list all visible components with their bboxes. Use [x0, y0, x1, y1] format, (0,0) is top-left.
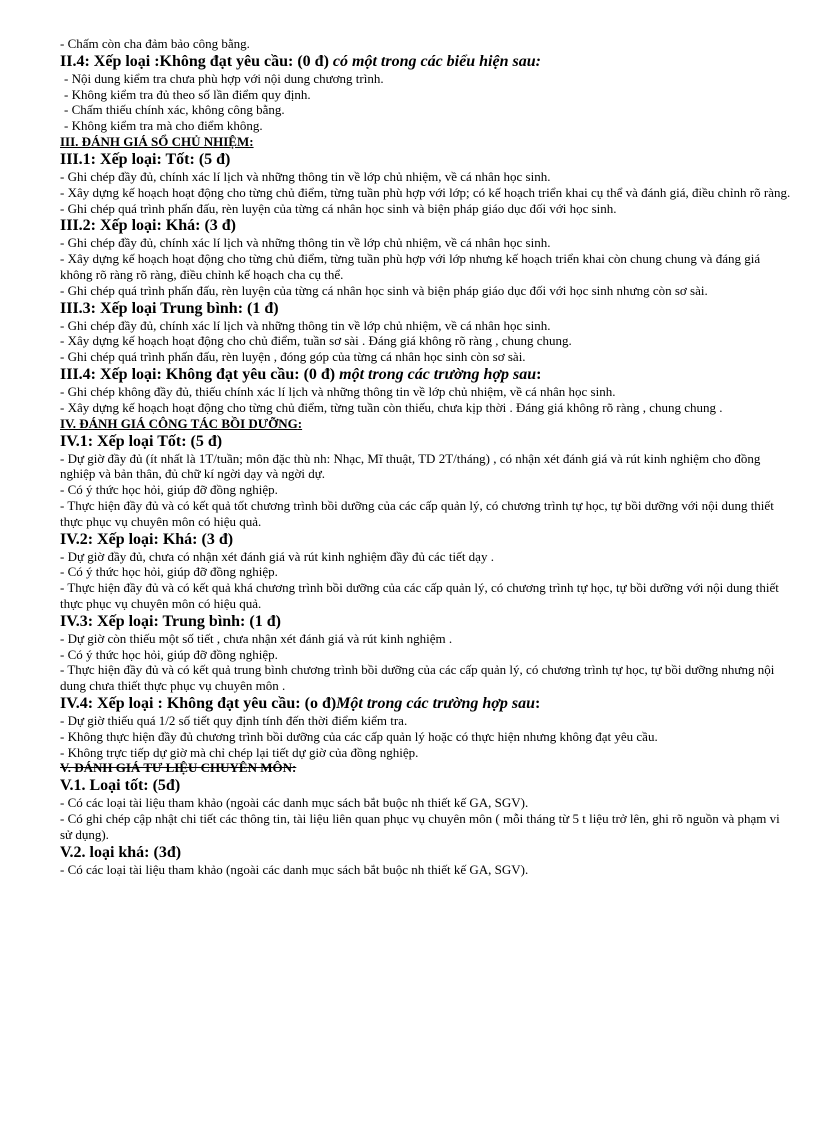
list-item: - Không trực tiếp dự giờ mà chỉ chép lại tiết dự giờ của đồng nghiệp.: [60, 744, 419, 760]
list-item: - Thực hiện đầy đủ và có kết quả trung bình chương trình bồi dưỡng của các cấp quản lý, có chương trình tự học, tự bồi dưỡng nhưng nội dung chưa thiết thực phục vụ chuyên môn .: [60, 662, 775, 694]
list-item: - Dự giờ đầy đủ, chưa có nhận xét đánh giá và rút kinh nghiệm đầy đủ các tiết dạy .: [60, 548, 494, 564]
heading-tail: :: [536, 365, 542, 383]
list-item: - Ghi chép không đầy đủ, thiếu chính xác lí lịch và những thông tin về lớp chủ nhiệm, về cá nhân học sinh.: [60, 383, 616, 399]
section-title-iii: III. ĐÁNH GIÁ SỔ CHỦ NHIỆM:: [60, 133, 254, 149]
section-title-v: V. ĐÁNH GIÁ TƯ LIỆU CHUYÊN MÔN:: [60, 760, 297, 776]
heading-iv-3: IV.3: Xếp loại: Trung bình: (1 đ): [60, 612, 281, 630]
list-item: - Không thực hiện đầy đủ chương trình bồi dưỡng của các cấp quản lý hoặc có thực hiện nhưng không đạt yêu cầu.: [60, 728, 658, 744]
list-item: - Ghi chép đầy đủ, chính xác lí lịch và những thông tin về lớp chủ nhiệm, về cá nhân học sinh.: [60, 235, 551, 251]
list-item: - Ghi chép quá trình phấn đấu, rèn luyện của từng cá nhân học sinh và biện pháp giáo dục đối với học sinh nhưng còn sơ sài.: [60, 282, 708, 298]
list-item: - Thực hiện đầy đủ và có kết quả tốt chương trình bồi dưỡng của các cấp quản lý, có chương trình tự học, tự bồi dưỡng với nội dung thiết thực phục vụ chuyên môn có hiệu quả.: [60, 497, 774, 529]
heading-italic: một trong các trường hợp sau: [339, 365, 537, 383]
list-item: - Có ý thức học hỏi, giúp đỡ đồng nghiệp.: [60, 564, 278, 580]
document-page: [60, 36, 794, 877]
heading-ii-4: [60, 52, 794, 71]
list-item: - Xây dựng kế hoạch hoạt động cho từng chủ điểm, từng tuần còn thiếu, chưa kịp thời . Đáng giá không rõ ràng , chung chung .: [60, 399, 723, 415]
heading-label: II.4: Xếp loại :Không đạt yêu cầu: (0 đ): [60, 52, 333, 70]
section-title-text: IV. ĐÁNH GIÁ CÔNG TÁC BỒI DƯỠNG: [60, 415, 298, 431]
list-item: - Thực hiện đầy đủ và có kết quả khá chương trình bồi dưỡng của các cấp quản lý, có chương trình tự học, tự bồi dưỡng với nội dung thiết thực phục vụ chuyên môn có hiệu quả.: [60, 580, 779, 611]
list-item: - Dự giờ đầy đủ (ít nhất là 1T/tuần; môn đặc thù nh: Nhạc, Mĩ thuật, TD 2T/tháng) , có nhận xét đánh giá và rút kinh nghiệm cho đồng nghiệp và bản thân, đủ chữ kí ngời dạy và ngời dự.: [60, 450, 761, 482]
heading-iii-1: III.1: Xếp loại: Tốt: (5 đ): [60, 150, 231, 168]
list-item: - Có các loại tài liệu tham khảo (ngoài các danh mục sách bắt buộc nh thiết kế GA, SGV).: [60, 861, 529, 877]
list-item: - Chấm thiếu chính xác, không công bằng.: [64, 102, 285, 118]
list-item: - Dự giờ còn thiếu một số tiết , chưa nhận xét đánh giá và rút kinh nghiệm .: [60, 630, 453, 646]
list-item: - Dự giờ thiếu quá 1/2 số tiết quy định tính đến thời điểm kiểm tra.: [60, 712, 408, 728]
heading-iii-2: III.2: Xếp loại: Khá: (3 đ): [60, 217, 237, 235]
list-item: - Ghi chép đầy đủ, chính xác lí lịch và những thông tin về lớp chủ nhiệm, về cá nhân học sinh.: [60, 168, 551, 184]
list-item: - Ghi chép quá trình phấn đấu, rèn luyện , đóng góp của từng cá nhân học sinh còn sơ sài.: [60, 349, 526, 365]
list-item: - Có các loại tài liệu tham khảo (ngoài các danh mục sách bắt buộc nh thiết kế GA, SGV).: [60, 795, 529, 811]
list-item: - Có ý thức học hỏi, giúp đỡ đồng nghiệp.: [60, 482, 278, 498]
heading-label: IV.4: Xếp loại : Không đạt yêu cầu: (o đ): [60, 694, 337, 712]
heading-v-1: [60, 776, 794, 795]
heading-iv-4: [60, 694, 794, 713]
list-item: - Ghi chép quá trình phấn đấu, rèn luyện của từng cá nhân học sinh và biện pháp giáo dục đối với học sinh.: [60, 200, 617, 216]
list-item: - Nội dung kiểm tra chưa phù hợp với nội dung chương trình.: [64, 70, 384, 86]
heading-label: Loại tốt: (5đ): [89, 777, 181, 795]
list-item: - Xây dựng kế hoạch hoạt động cho chủ điểm, tuần sơ sài . Đáng giá không rõ ràng , chung chung.: [60, 333, 572, 349]
heading-v-2: V.2. loại khá: (3đ): [60, 843, 182, 861]
heading-iii-3: III.3: Xếp loại Trung bình: (1 đ): [60, 299, 279, 317]
heading-number: V.1.: [60, 777, 86, 795]
list-item: - Không kiểm tra mà cho điểm không.: [64, 118, 263, 134]
heading-italic: Một trong các trường hợp sau: [336, 694, 535, 712]
list-item: - Xây dựng kế hoạch hoạt động cho từng chủ điểm, từng tuần phù hợp với lớp; có kế hoạch triển khai cụ thể và đánh giá, điều chỉnh rõ ràng.: [60, 184, 791, 200]
heading-iv-1: IV.1: Xếp loại Tốt: (5 đ): [60, 432, 223, 450]
list-item: - Ghi chép đầy đủ, chính xác lí lịch và những thông tin về lớp chủ nhiệm, về cá nhân học sinh.: [60, 317, 551, 333]
heading-italic: có một trong các biểu hiện sau:: [332, 52, 541, 70]
heading-label: III.4: Xếp loại: Không đạt yêu cầu: (0 đ): [60, 365, 340, 383]
list-item: - Có ý thức học hỏi, giúp đỡ đồng nghiệp.: [60, 646, 278, 662]
list-item: - Không kiểm tra đủ theo số lần điểm quy định.: [64, 86, 311, 102]
section-title-tail: :: [297, 415, 303, 431]
list-item: - Xây dựng kế hoạch hoạt động cho từng chủ điểm, từng tuần phù hợp với lớp nhưng kế hoạch triển khai còn chung chung và đáng giá không rõ ràng rõ ràng, điều chỉnh kế hoạch cha cụ thể.: [60, 251, 761, 282]
heading-tail: :: [534, 694, 541, 712]
list-item: - Có ghi chép cập nhật chi tiết các thông tin, tài liệu liên quan phục vụ chuyên môn ( mỗi tháng từ 5 t liệu trở lên, ghi rõ nguồn và phạm vi sử dụng).: [60, 811, 780, 842]
section-title-iv: [60, 416, 794, 432]
heading-iv-2: IV.2: Xếp loại: Khá: (3 đ): [60, 530, 234, 548]
heading-iii-4: [60, 365, 794, 384]
text-line: - Chấm còn cha đảm bảo công bằng.: [60, 36, 250, 51]
